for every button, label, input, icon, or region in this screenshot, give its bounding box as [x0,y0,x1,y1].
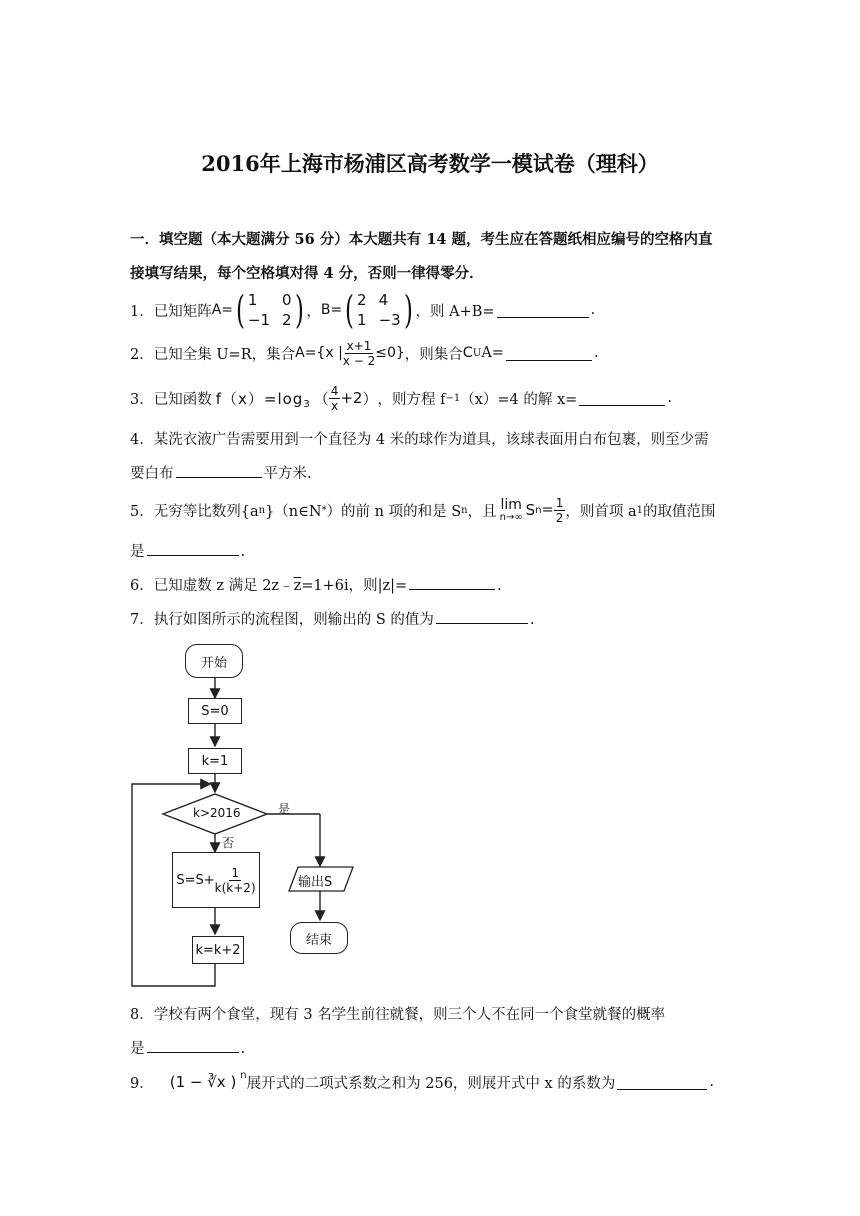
flow-condition: k>2016 [193,806,241,820]
flow-end: 结束 [290,922,348,954]
flow-update-s: S=S+ $\frac{1}{k(k+2)}$ [172,852,260,908]
question-6: 6．已知虚数 z 满足 $2z﹣\overline{z}=1+6i$，则|z|= . [130,574,502,595]
section-instruction-line2: 接填写结果，每个空格填对得 4 分，否则一律得零分． [130,265,484,282]
question-4-line1: 4．某洗衣液广告需要用到一个直径为 4 米的球作为道具，该球表面用白布包裹，则至少需 [130,432,709,448]
matrix-a: ( 1 0 −1 2 ) [236,288,304,332]
flowchart [130,636,360,992]
section-instruction-line1: 一．填空题（本大题满分 56 分）本大题共有 14 题，考生应在答题纸相应编号的空格内直 [130,231,713,248]
answer-blank[interactable] [176,463,262,478]
flow-output: 输出S [298,875,333,890]
question-5-line2: 是 . [130,540,245,561]
answer-blank[interactable] [147,541,239,556]
page-title: 2016年上海市杨浦区高考数学一模试卷（理科） [201,151,659,176]
question-8-line1: 8．学校有两个食堂，现有 3 名学生前往就餐，则三个人不在同一个食堂就餐的概率 [130,1007,666,1023]
flow-init-k: k=1 [188,748,242,774]
question-8-line2: 是 . [130,1037,245,1058]
question-2: 2．已知全集 U=R，集合 A={x | $\frac{x+1}{x - 2}$ ≤0} ，则集合 C U A= . [130,338,599,368]
question-1: 1．已知矩阵 A= ( 1 0 −1 2 ) ， B= ( 2 4 1 −3 ) ，则 A+B= . [130,288,596,332]
answer-blank[interactable] [436,609,528,624]
question-4-line2: 要白布 平方米. [130,462,312,483]
fraction: $\frac{4}{x}$ [330,383,339,413]
answer-blank[interactable] [579,391,665,406]
fraction: $\frac{x+1}{x - 2}$ [342,338,376,368]
binomial-expression: (1 − ∛x ) [169,1073,237,1091]
answer-blank[interactable] [409,575,495,590]
flow-yes-label: 是 [278,802,291,816]
flow-start: 开始 [185,644,243,678]
flow-no-label: 否 [222,836,235,850]
answer-blank[interactable] [147,1038,239,1053]
question-3: 3．已知函数 f（x）=log $_3$ （ $\frac{4}{x}$ +2 ） ，则方程 f −1 （x）=4 的解 x= . [130,383,672,413]
answer-blank[interactable] [497,303,589,318]
fraction: $\frac{1}{2}$ [555,495,564,525]
answer-blank[interactable] [506,346,592,361]
matrix-b: ( 2 4 1 −3 ) [345,288,413,332]
flow-increment-k: k=k+2 [192,936,244,964]
question-9: 9． (1 − ∛x ) $^n$ 展开式的二项式系数之和为 256，则展开式中 x 的系数为 . [130,1069,714,1092]
answer-blank[interactable] [617,1075,707,1090]
question-7: 7．执行如图所示的流程图，则输出的 S 的值为 . [130,608,535,629]
flow-init-s: S=0 [188,698,242,724]
question-5-line1: 5．无穷等比数列{a n }（n∈N * ）的前 n 项的和是 S n ，且 lim n→∞ S n = $\frac{1}{2}$ ，则首项 a 1 的取值范围 [130,495,716,525]
limit-operator: lim n→∞ [499,496,523,523]
